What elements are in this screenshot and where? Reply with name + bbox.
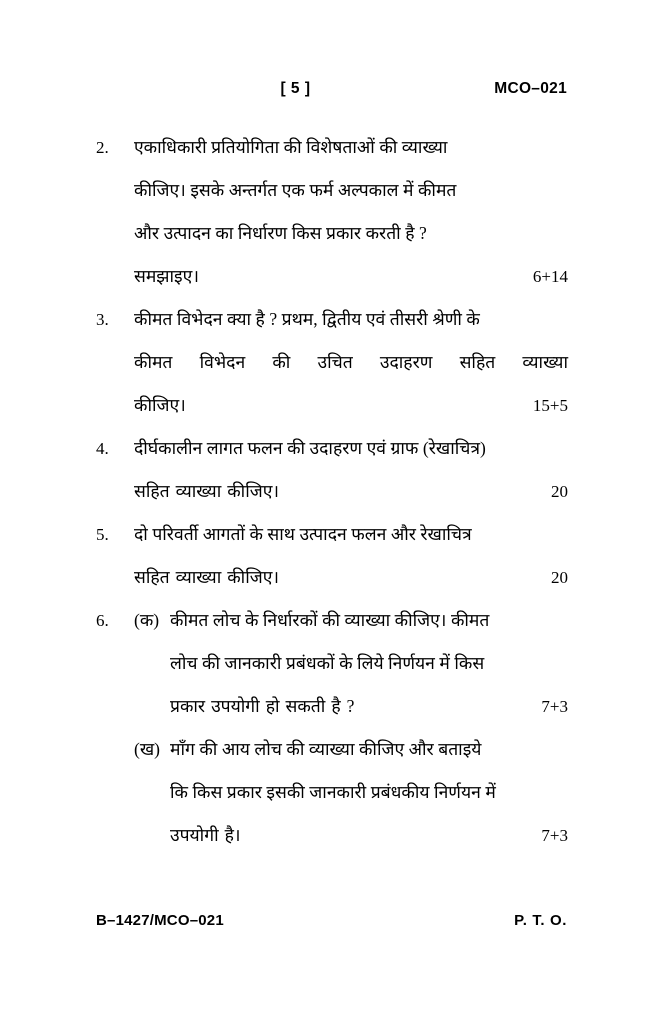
page-number: [ 5 ] xyxy=(280,80,311,97)
question-text xyxy=(170,728,568,771)
question-text xyxy=(134,427,568,470)
word: ? xyxy=(346,696,355,716)
question-item xyxy=(96,599,568,857)
word: कीमत xyxy=(450,610,490,630)
word: प्रकार xyxy=(326,223,362,243)
question-body xyxy=(134,427,568,513)
word: कि xyxy=(170,782,188,802)
word: की xyxy=(199,739,218,759)
word: (रेखाचित्र) xyxy=(422,438,486,458)
word: रेखाचित्र xyxy=(420,524,472,544)
word: एवं xyxy=(366,438,386,458)
word: एकाधिकारी xyxy=(134,137,207,157)
page-header xyxy=(96,80,567,106)
marks-value: 15+5 xyxy=(532,396,568,415)
question-line xyxy=(134,126,568,169)
question-text xyxy=(134,341,568,384)
question-line xyxy=(134,298,568,341)
word: कीजिए। xyxy=(227,481,280,501)
word: कीजिए। xyxy=(394,610,447,630)
word: की xyxy=(322,610,341,630)
word: ? xyxy=(419,223,427,243)
marks-value: 20 xyxy=(551,482,568,501)
word: फलन xyxy=(247,438,283,458)
word: व्याख्या xyxy=(522,352,568,372)
word: प्रकार xyxy=(226,782,262,802)
question-body xyxy=(134,599,568,857)
question-item xyxy=(96,298,568,427)
word: निर्धारकों xyxy=(262,610,318,630)
word: और xyxy=(390,524,416,544)
word: और xyxy=(408,739,434,759)
word: साथ xyxy=(267,524,295,544)
word: है xyxy=(331,696,341,716)
question-subpart xyxy=(134,599,568,728)
word: उत्पादन xyxy=(299,524,347,544)
word: का xyxy=(215,223,234,243)
word: जानकारी xyxy=(309,782,367,802)
question-text xyxy=(134,556,537,599)
question-body xyxy=(134,126,568,298)
word: अल्पकाल xyxy=(337,180,399,200)
page-footer xyxy=(96,912,567,936)
word: दीर्घकालीन xyxy=(134,438,203,458)
word: की xyxy=(202,653,220,673)
question-line xyxy=(170,814,568,857)
word: जानकारी xyxy=(224,653,282,673)
marks-value: 7+3 xyxy=(541,826,568,845)
question-text xyxy=(134,298,568,341)
word: व्याख्या xyxy=(175,567,222,587)
question-line xyxy=(134,255,568,298)
word: आगतों xyxy=(202,524,245,544)
question-line xyxy=(134,169,568,212)
booklet-code: B–1427/MCO–021 xyxy=(96,912,224,929)
word: उदाहरण xyxy=(379,352,433,372)
word: किस xyxy=(291,223,322,243)
word: उपयोगी xyxy=(211,696,260,716)
word: किस xyxy=(192,782,223,802)
question-line xyxy=(134,470,568,513)
question-line xyxy=(134,212,568,255)
word: एवं xyxy=(365,309,386,329)
word: की xyxy=(379,137,398,157)
word: कीजिए xyxy=(358,739,405,759)
word: में xyxy=(439,653,450,673)
word: प्रबंधकीय xyxy=(370,782,430,802)
pto-label: P. T. O. xyxy=(514,912,567,929)
word: श्रेणी xyxy=(432,309,462,329)
question-text xyxy=(170,814,527,857)
word: की xyxy=(283,137,302,157)
word: व्याख्या xyxy=(175,481,222,501)
subpart-label: (क) xyxy=(134,610,160,630)
word: कीमत xyxy=(134,309,173,329)
word: में xyxy=(485,782,496,802)
word: प्रतियोगिता xyxy=(211,137,280,157)
question-text xyxy=(134,126,568,169)
word: प्रबंधकों xyxy=(285,653,335,673)
word: प्रथम, xyxy=(281,309,318,329)
question-body xyxy=(134,513,568,599)
question-text xyxy=(134,255,519,298)
word: की xyxy=(286,739,305,759)
question-text xyxy=(170,771,568,814)
word: है। xyxy=(224,825,241,845)
word: द्वितीय xyxy=(322,309,362,329)
word: सहित xyxy=(134,481,170,501)
word: आय xyxy=(221,739,250,759)
word: कीजिए। xyxy=(134,395,186,415)
question-text xyxy=(134,513,568,556)
word: सहित xyxy=(459,352,496,372)
word: अन्तर्गत xyxy=(228,180,278,200)
word: है xyxy=(255,309,265,329)
subpart-body xyxy=(170,728,568,857)
word: की xyxy=(272,352,291,372)
word: दो xyxy=(134,524,148,544)
question-line xyxy=(134,341,568,384)
question-number: 6. xyxy=(96,611,109,630)
subpart-label: (ख) xyxy=(134,739,160,759)
question-text xyxy=(134,384,519,427)
word: माँग xyxy=(170,739,195,759)
word: प्रकार xyxy=(170,696,206,716)
word: उचित xyxy=(317,352,353,372)
question-line xyxy=(134,513,568,556)
word: करती xyxy=(365,223,401,243)
question-line xyxy=(134,427,568,470)
word: लोच xyxy=(170,653,198,673)
marks-value: 20 xyxy=(551,568,568,587)
question-text xyxy=(170,685,527,728)
word: के xyxy=(466,309,480,329)
question-item xyxy=(96,427,568,513)
word: निर्णयन xyxy=(388,653,435,673)
word: निर्धारण xyxy=(237,223,288,243)
word: फलन xyxy=(351,524,387,544)
word: तीसरी xyxy=(389,309,428,329)
paper-code: MCO–021 xyxy=(494,80,567,97)
word: लोच xyxy=(254,739,282,759)
word: कीमत xyxy=(170,610,209,630)
word: क्या xyxy=(227,309,252,329)
question-line xyxy=(170,728,568,771)
word: के xyxy=(339,653,353,673)
subpart-body xyxy=(170,599,568,728)
question-line xyxy=(134,384,568,427)
question-line xyxy=(170,599,568,642)
word: बताइये xyxy=(438,739,482,759)
word: निर्णयन xyxy=(434,782,481,802)
marks-value: 6+14 xyxy=(532,267,568,286)
word: व्याख्या xyxy=(308,739,355,759)
word: विभेदन xyxy=(199,352,246,372)
word: कीजिए। xyxy=(134,180,186,200)
question-number: 2. xyxy=(96,138,109,157)
word: की xyxy=(287,438,306,458)
question-item xyxy=(96,126,568,298)
word: किस xyxy=(454,653,485,673)
word: फर्म xyxy=(309,180,334,200)
word: लागत xyxy=(206,438,243,458)
word: सहित xyxy=(134,567,170,587)
marks-value: 7+3 xyxy=(541,697,568,716)
word: विशेषताओं xyxy=(306,137,375,157)
question-text xyxy=(134,470,537,513)
word: इसके xyxy=(190,180,225,200)
question-number: 5. xyxy=(96,525,109,544)
word: व्याख्या xyxy=(344,610,391,630)
question-item xyxy=(96,513,568,599)
word: कीजिए। xyxy=(227,567,280,587)
word: लिये xyxy=(357,653,384,673)
question-number: 4. xyxy=(96,439,109,458)
word: कीमत xyxy=(134,352,173,372)
question-line xyxy=(170,642,568,685)
word: उपयोगी xyxy=(170,825,219,845)
question-text xyxy=(134,212,568,255)
question-text xyxy=(170,642,568,685)
word: में xyxy=(403,180,414,200)
word: है xyxy=(405,223,415,243)
word: उदाहरण xyxy=(309,438,363,458)
question-text xyxy=(134,169,568,212)
question-line xyxy=(170,771,568,814)
question-body xyxy=(134,298,568,427)
word: ग्राफ xyxy=(390,438,419,458)
question-text xyxy=(170,599,568,642)
word: कीमत xyxy=(417,180,457,200)
question-line xyxy=(134,556,568,599)
word: परिवर्ती xyxy=(152,524,199,544)
word: के xyxy=(244,610,259,630)
word: के xyxy=(249,524,263,544)
word: इसकी xyxy=(266,782,305,802)
question-number: 3. xyxy=(96,310,109,329)
word: विभेदन xyxy=(176,309,223,329)
word: व्याख्या xyxy=(401,137,448,157)
questions-list xyxy=(96,126,568,857)
word: हो xyxy=(265,696,280,716)
word: लोच xyxy=(212,610,241,630)
word: एक xyxy=(281,180,305,200)
word: समझाइए। xyxy=(134,266,199,286)
word: सकती xyxy=(285,696,326,716)
word: और xyxy=(134,223,160,243)
question-line xyxy=(170,685,568,728)
question-subpart xyxy=(134,728,568,857)
word: उत्पादन xyxy=(163,223,211,243)
word: ? xyxy=(269,309,278,329)
